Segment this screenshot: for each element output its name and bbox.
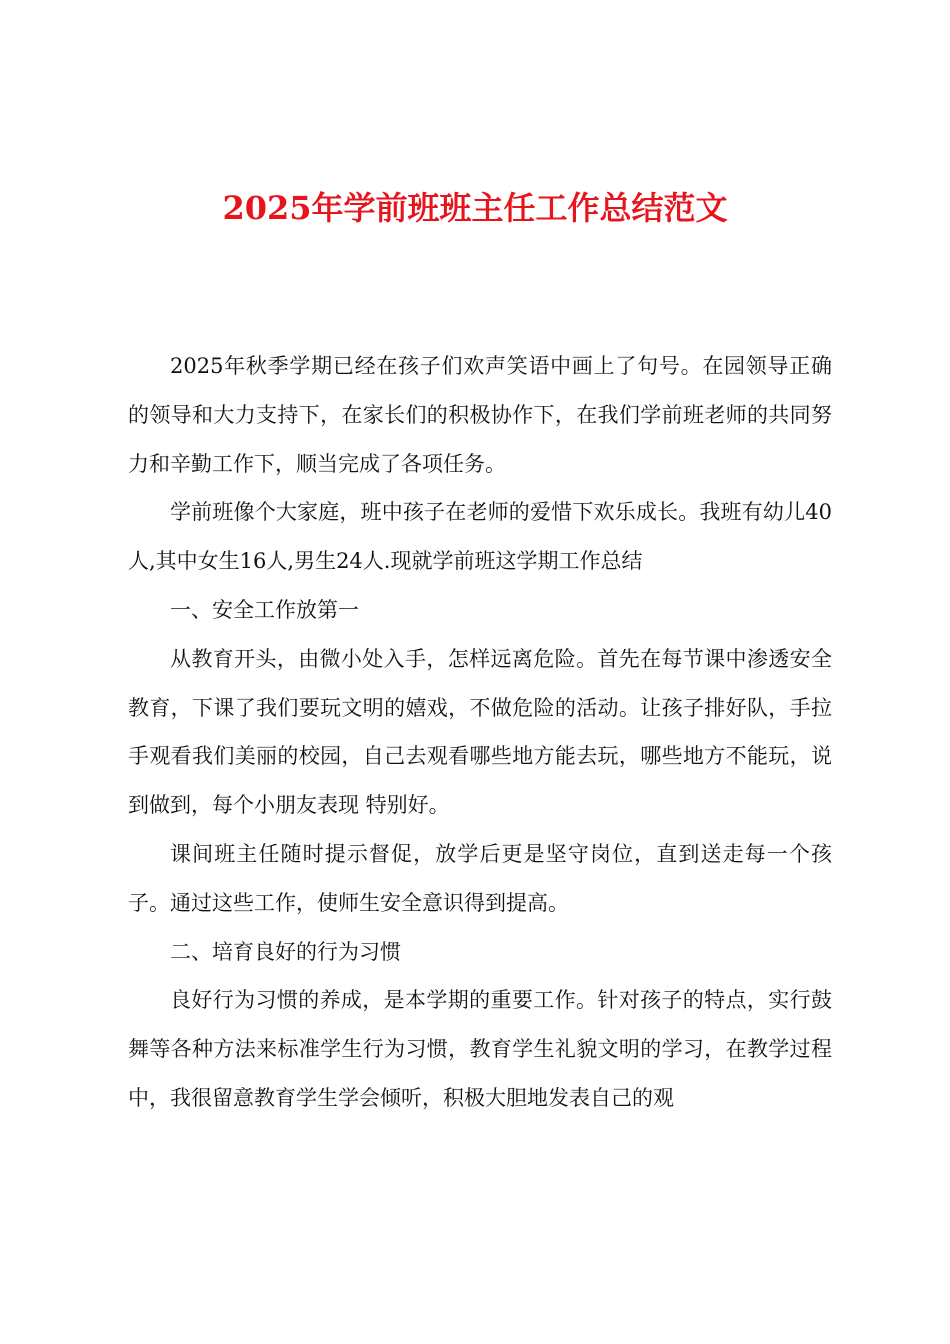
document-body [128,342,832,1123]
document-title: 2025年学前班班主任工作总结范文 [222,189,728,227]
paragraph-safety-supervision: 课间班主任随时提示督促，放学后更是坚守岗位，直到送走每一个孩子。通过这些工作，使师生安全意识得到提高。 [128,841,832,915]
paragraph-habits: 良好行为习惯的养成，是本学期的重要工作。针对孩子的特点，实行鼓舞等各种方法来标准学生行为习惯，教育学生礼貌文明的学习，在教学过程中，我很留意教育学生学会倾听，积极大胆地发表自己的观 [128,988,832,1110]
paragraph-class-info: 学前班像个大家庭，班中孩子在老师的爱惜下欢乐成长。我班有幼儿40人,其中女生16人,男生24人.现就学前班这学期工作总结 [128,500,832,574]
section-heading-safety: 一、安全工作放第一 [170,597,359,622]
paragraph-intro: 2025年秋季学期已经在孩子们欢声笑语中画上了句号。在园领导正确的领导和大力支持下，在家长们的积极协作下，在我们学前班老师的共同努力和辛勤工作下，顺当完成了各项任务。 [128,354,832,476]
section-heading-habits: 二、培育良好的行为习惯 [170,939,401,964]
paragraph-safety-education: 从教育开头，由微小处入手，怎样远离危险。首先在每节课中渗透安全教育，下课了我们要玩文明的嬉戏，不做危险的活动。让孩子排好队，手拉手观看我们美丽的校园，自己去观看哪些地方能去玩，哪些地方不能玩，说到做到，每个小朋友表现 特别好。 [128,646,832,818]
